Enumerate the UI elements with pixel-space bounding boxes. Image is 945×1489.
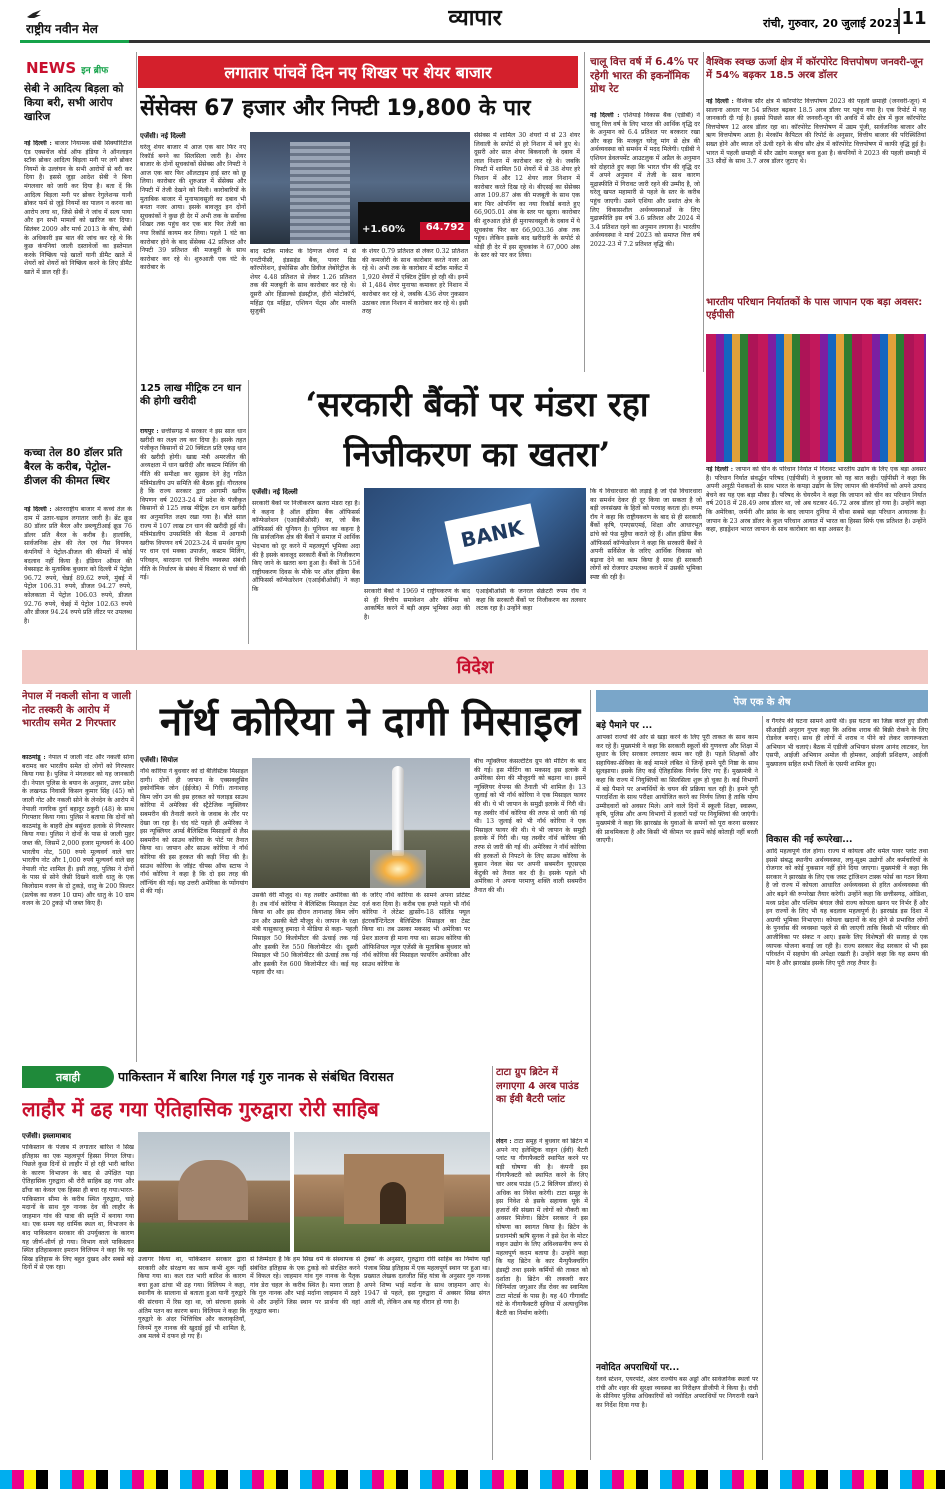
editorial-s1-body: आपको राज्यों की ओर से खड़ा करने के लिए पूरी ताकत के साथ काम कर रहे हैं। मुख्यमंत्री ने कहा कि सरकारी स्कूलों की गुणवत्ता और शिक्षा में सुधार के लिए सरकार लगातार काम कर रही है। पहले शिक्षकों और सहायिका-सेविका के कई मामले लंबित थे जिन्हें हमने पूरी निष्ठा के साथ सुलझाया। इसके लिए कई ऐतिहासिक निर्णय लिए गए हैं। मुख्यमंत्री ने कहा कि राज्य में नियुक्तियों का सिलसिला शुरू हो चुका है। कई विभागों में बड़े पैमाने पर अभ्यर्थियों के चयन की प्रक्रिया चल रही है। हमने पूरी पारदर्शिता के साथ परीक्षा आयोजित करने का निर्णय लिया है ताकि योग्य उम्मीदवारों को अवसर मिले। आने वाले दिनों में स्कूली शिक्षा, स्वास्थ्य, कृषि, पुलिस और अन्य विभागों में हजारों पदों पर नियुक्तियां की जाएंगी। मुख्यमंत्री ने कहा कि झारखंड के युवाओं के सपनों को पूरा करना सरकार की प्राथमिकता है और किसी भी कीमत पर इसमें कोई कोताही नहीं बरती जाएगी। (596, 734, 758, 845)
nepal-text: नेपाल में जाली नोट और नकली सोना बरामद कर भारतीय समेत दो लोगों को गिरफ्तार किया गया है। पुलिस ने मंगलवार को यह जानकारी दी। नेपाल पुलिस के बयान के अनुसार, उत्तर प्रदेश के लखनऊ निवासी किसन कुमार सिंह (45) को जाली नोट और नकली सोने के लेनदेन के आरोप में नेपाली नागरिक दुर्गा बहादुर ठकुरी (48) के साथ गिरफ्तार किया गया। पुलिस ने बताया कि दोनों को काठमांडू के बाहरी क्षेत्र बसुंधरा इलाके से गिरफ्तार किया गया। पुलिस ने दोनों के पास से जाली मुहर जब्त की, जिसमें 2,000 हजार मूल्यवर्ग के 400 भारतीय नोट, 500 रुपये मूल्यवर्ग वाले चार भारतीय नोट और 1,000 रुपये मूल्यवर्ग वाले छह नेपाली नोट शामिल हैं। इसी तरह, पुलिस ने दोनों के पास से सोने जैसी दिखने वाली धातु के एक किलोग्राम वजन के दो टुकड़े, धातु के 200 फ़िल्टर (प्रत्येक का वजन 10 ग्राम) और धातु के 10 ग्राम वजन के 20 टुकड़े भी जब्त किए हैं। (22, 754, 134, 908)
brief-lead-1: नई दिल्ली : (24, 140, 55, 147)
pakistan-agency: एजेंसी। इस्लामाबाद (22, 1132, 71, 1140)
paddy-lead: रायपुर : (140, 428, 162, 435)
sensex-agency: एजेंसी। नई दिल्ली (140, 132, 186, 140)
editorial-s2-head: नवोदित अपराधियों पर... (596, 1363, 680, 1373)
missile-icon (392, 766, 404, 856)
brief-headline-2: कच्चा तेल 80 डॉलर प्रति बैरल के करीब, पेट्रोल-डीजल की कीमत स्थिर (24, 447, 123, 487)
ruin-arch-icon (178, 1160, 248, 1220)
column-rule (136, 52, 137, 684)
pakistan-col-1: पाकिस्तान के पंजाब में लगातार बारिश ने सिख इतिहास का एक महत्वपूर्ण हिस्सा निगल लिया। पिछले कुछ दिनों से लाहौर में हो रही भारी बारिश के कारण विभाजन के बाद से उपेक्षित पड़ा ऐतिहासिक गुरुद्वारा श्री रोरी साहिब ढह गया और ढाँचा का केवल एक हिस्सा ही बचा रह गया।भारत-पाकिस्तान सीमा के करीब स्थित गुरुद्वारा, चाहे मदानों के साथ गुरु नानक देव की लाहौर के जाहमान गांव की यात्रा की स्मृति में बनाया गया था। एक समय यह धार्मिक स्थल था, विभाजन के बाद पाकिस्तान सरकार की उपर्युक्तता के कारण यह जीर्ण-शीर्ण हो गया। विभाग वाले पाकिस्तान स्थित इतिहासकार इमरान विलियम ने कहा कि यह सिख इतिहास के लिए बहुत दुखद और सबसे बड़े दिनों में से एक रहा। (22, 1144, 134, 1272)
bank-sign-icon: BANK (444, 503, 539, 564)
masthead (0, 0, 945, 46)
dateline: रांची, गुरुवार, 20 जुलाई 2023 (763, 17, 900, 30)
tata-headline: टाटा ग्रुप ब्रिटेन में लगाएगा 4 अरब पाउंड का ईवी बैटरी प्लांट (496, 1067, 579, 1105)
korea-headline: नॉर्थ कोरिया ने दागी मिसाइल (159, 698, 581, 745)
tata-body (496, 1138, 588, 1460)
nepal-body (22, 754, 134, 1062)
videsh-banner (22, 650, 928, 684)
news-brief-logo-a: NEWS (26, 59, 77, 77)
news-brief-logo (26, 58, 130, 80)
pakistan-col-2: उजागर किया था, पाकिस्तान सरकार द्वारा सरकारी और संरक्षण का काम कभी शुरू नहीं किया गया था। कल रात भारी बारिश के कारण बचा हुआ ढांचा भी ढह गया। विलियम ने कहा, स्थानीय के सालाना से बताता हुआ यानी गुरुद्वारे की संरचना में रिस रहा था, जो संरचना इसके अंतिम पतन का कारण बना। विलियम ने कहा कि गुरुद्वारे के अंदर भित्तिचित्र और कलाकृतियाँ, जिनमें गुरु नानक की खुदाई हुई भी शामिल है, अब मलबे में दफन हो गए हैं। (138, 1256, 246, 1341)
banks-col-1: सरकारी बैंकों पर निजीकरण खतरा मंडरा रहा है। ये कहना है ऑल इंडिया बैंक ऑफिसर्स कॉन्फेडरेशन (एआईबीओसी) का, जो बैंक ऑफिसर्स की यूनियन है। यूनियन का कहना है कि सार्वजनिक क्षेत्र की बैंकों ने समाज में आर्थिक भेदभाव को दूर करने में महत्वपूर्ण भूमिका अदा की है इसके बावजूद सरकारी बैंकों के निजीकरण किए जाने के खतरा बना हुआ है। बैंकों के 55वें राष्ट्रीयकरण दिवस के मौके पर ऑल इंडिया बैंक ऑफिसर्स कॉन्फेडरेशन (एआईबीओसी) ने कहा कि (252, 500, 360, 593)
masthead-rule (20, 40, 930, 43)
banks-headline: ‘सरकारी बैंकों पर मंडरा रहा निजीकरण का खतरा’ (305, 385, 649, 475)
paper-name: राष्ट्रीय नवीन मेल (26, 22, 98, 36)
editorial-s4-head: विकास की नई रूपरेखा... (766, 835, 853, 845)
column-rule (762, 716, 763, 1460)
missile-photo (252, 758, 470, 888)
sensex-col-4: सेंसेक्स में शामिल 30 शेयरों में से 23 शेयर लिवाली के सपोर्ट से हरे निशान में बने हुए थे। दूसरी ओर सात शेयर बिकवाली के दबाव में लाल निशान में कारोबार कर रहे थे। जबकि निफ्टी में शामिल 50 शेयरों में से 38 शेयर हरे निशान में और 12 शेयर लाल निशान में कारोबार करते दिख रहे थे। बीएसई का सेंसेक्स आज 109.87 अंक की मजबूती के साथ एक बार फिर ओपनिंग का नया रिकॉर्ड बनाते हुए 66,905.01 अंक के स्तर पर खुला। कारोबार की शुरुआत होते ही मुनाफावसूली के दबाव में ये सूचकांक फिर कर 66,903.36 अंक तक पहुंच। लेकिन इसके बाद खरीदारी के सपोर्ट से थोड़ी ही देर में इस सूचकांक ने 67,000 अंक के स्तर को पार कर लिया। (474, 132, 580, 260)
nepal-headline: नेपाल में नकली सोना व जाली नोट तस्करी के आरोप में भारतीय समेत 2 गिरफ्तार (22, 691, 132, 729)
sensex-col-3: के शेयर 0.79 प्रतिशत से लेकर 0.32 प्रतिशत की कमजोरी के साथ कारोबार करते नजर आ रहे थे। अभी तक के कारोबार में स्टॉक मार्केट में 1,920 शेयरों में एक्टिव ट्रेडिंग हो रही थी। इनमें से 1,484 शेयर मुनाफा कमाकर हरे निशान में कारोबार कर रहे थे, जबकि 436 शेयर नुकसान उठाकर लाल निशान में कारोबार कर रहे थे। इसी तरह (362, 248, 468, 316)
sensex-photo (250, 132, 470, 244)
tata-lead: लंदन : (496, 1138, 515, 1145)
ticker-tag-1: +1.60% (362, 224, 406, 235)
market-banner: लगातार पांचवें दिन नए शिखर पर शेयर बाजार (138, 56, 578, 88)
news-brief-logo-b: इन ब्रीफ (81, 66, 109, 76)
page-number: 11 (898, 8, 928, 34)
fiscal-body (590, 112, 700, 374)
tata-text: टाटा समूह ने बुधवार को ब्रिटेन में अपने नए इलेक्ट्रिक वाहन (ईवी) बैटरी प्लांट या गीगाफैक्टरी स्थापित करने पर बड़ी घोषणा की है। कंपनी इस गीगाफैक्टरी को स्थापित करने के लिए चार अरब पाउंड (5.2 बिलियन डॉलर) से अधिक का निवेश करेगी। टाटा समूह के इस निवेश से इसके सहायक यूके में हजारों की संख्या में लोगों को नौकरी का अवसर मिलेगा। ब्रिटेन सरकार ने इस घोषणा का स्वागत किया है। ब्रिटेन के प्रधानमंत्री ऋषि सुनक ने इसे देश के मोटर वाहन उद्योग के लिए अविश्वसनीय रूप से महत्वपूर्ण कदम बताया है। उन्होंने कहा कि यह ब्रिटेन के कार मैन्युफैक्चरिंग इंडस्ट्री तथा इसके कर्मियों की ताकत को दर्शाता है। ब्रिटेन की लक्जरी कार विनिर्माता जगुआर लैंड रोवर का स्वामित्व टाटा मोटर्स के पास है। यह 40 गीगावॉट घंटे के गीगाफैक्टरी सुविधा में अत्याधुनिक बैटरी का निर्माण करेगी। (496, 1138, 588, 1317)
export-text: जापान को चीन के परिधान निर्यात में गिरावट भारतीय उद्योग के लिए एक बड़ा अवसर है। परिधान निर्यात संवर्द्धन परिषद (एईपीसी) ने बुधवार को यह बात कही। एईपीसी ने कहा कि अपनी अनूठी पेशकशों के साथ भारत के कपड़ा उद्योग के लिए जापान की कंपनियों को अपने उत्पाद बेचने का यह एक बड़ा मौका है। परिषद के चेयरमैन ने कहा कि जापान को चीन का परिधान निर्यात वर्ष 2018 में 28.49 अरब डॉलर था, जो अब घटकर 46.72 अरब डॉलर हो गया है। उन्होंने कहा कि अमेरिका, जर्मनी और फ्रांस के बाद जापान दुनिया में चौथा सबसे बड़ा परिधान आयातक है। जापान के 23 अरब डॉलर के कुल परिधान आयात में भारत का हिस्सा सिर्फ एक प्रतिशत है। उन्होंने कहा, हाइड्रेशन भारत जापान के साथ कारोबार का बड़ा अवसर है। (706, 466, 926, 534)
editorial-s4-body: आदि महत्वपूर्ण रोल होगा। राज्य में कोयला और थर्मल पावर प्लांट तथा इससे संबद्ध स्थानीय अर्थव्यवस्था, लघु-सूक्ष्म उद्योगों और कर्मचारियों के रोजगार को कोई नुकसान नहीं होने दिया जाएगा। मुख्यमंत्री ने कहा कि सरकार ने झारखंड के लिए एक जस्ट ट्रांजिशन टास्क फोर्स का गठन किया है जो राज्य में कोयला आधारित अर्थव्यवस्था से हरित अर्थव्यवस्था की ओर बढ़ने की रूपरेखा तैयार करेगी। उन्होंने कहा कि छत्तीसगढ़, ओडिशा, मध्य प्रदेश और पश्चिम बंगाल जैसे राज्य कोयला खनन पर निर्भर हैं और इन राज्यों के लिए भी यह बदलाव महत्वपूर्ण है। झारखंड इस दिशा में अग्रणी भूमिका निभाएगा। कोयला खदानों के बंद होने से प्रभावित लोगों के पुनर्वास की व्यवस्था पहले से की जाएगी ताकि किसी भी परिवार की आजीविका पर संकट न आए। इसके लिए विशेषज्ञों की सलाह से एक व्यापक योजना बनाई जा रही है। राज्य सरकार केंद्र सरकार से भी इस परिवर्तन में सहयोग की अपेक्षा रखती है। उन्होंने कहा कि यह समय की मांग है और झारखंड इसके लिए पूरी तरह तैयार है। (766, 848, 928, 967)
brief-text-2: अंतरराष्ट्रीय बाजार में कच्चे तेल के दाम में उतार-चढ़ाव लगातार जारी है। ब्रेंट क्रूड 80 डॉलर प्रति बैरल और डब्ल्यूटीआई क्रूड 76 डॉलर प्रति बैरल के करीब है। हालांकि, सार्वजनिक क्षेत्र की तेल एवं गैस विपणन कंपनियों ने पेट्रोल-डीजल की कीमतों में कोई बदलाव नहीं किया है। इंडियन ऑयल की वेबसाइट के मुताबिक बुधवार को दिल्ली में पेट्रोल 96.72 रुपये, चेन्नई 89.62 रुपये, मुंबई में पेट्रोल 106.31 रुपये, डीजल 94.27 रुपये, कोलकाता में पेट्रोल 106.03 रुपये, डीजल 92.76 रुपये, चेन्नई में पेट्रोल 102.63 रुपये और डीजल 94.24 रुपये प्रति लीटर पर उपलब्ध है। (24, 506, 132, 625)
brief-headline-1: सेबी ने आदित्य बिड़ला को किया बरी, सभी आरोप खारिज (24, 83, 124, 123)
editorial-tag: पेज एक के शेष (596, 690, 928, 712)
banks-agency: एजेंसी। नई दिल्ली (252, 488, 298, 496)
gurdwara-photo-2 (294, 1132, 490, 1252)
renewable-lead: नई दिल्ली : (706, 98, 737, 105)
pakistan-col-3: से जिम्मेदार है कि हम सिख धर्म के संस्थापक से संबंधित इतिहास के एक टुकड़े को संरक्षित करने में विफल रहे। जाहमान गांव गुरु नानक के पैतृक गांव डेरा चहल के करीब स्थित है। माना जाता है कि गुरु नानक और भाई मर्दाना जाहमान में ठहरे थे और उन्होंने जिस स्थान पर प्रार्थना की वहां गुरुद्वारा बना। (250, 1256, 360, 1315)
brief-body-1 (24, 140, 132, 444)
pakistan-tag: तबाही (22, 1066, 114, 1088)
export-lead: नई दिल्ली : (706, 466, 736, 473)
korea-col-3: के जरिए नॉर्थ कोरिया के सामने अपना प्रोटेस्ट दर्ज करा दिया है। करीब एक हफ्ते पहले भी नॉर्थ कोरिया ने लेटेस्ट ह्वासोंग-18 सॉलिड फ्यूल इंटरकॉन्टिनेंटल बैलिस्टिक मिसाइल का टेस्ट किया था। तब उसका मकसद भी अमेरिका पर प्रेशर डालना ही माना गया था। साउथ कोरिया की ऑफिशियल न्यूज एजेंसी के मुताबिक बुधवार को नॉर्थ कोरिया की मिसाइल फायरिंग अमेरिका और साउथ कोरिया के (362, 892, 470, 968)
editorial-s1-head: बड़े पैमाने पर ... (596, 721, 653, 731)
editorial-s3-body: व गैंगरेप की घटना सामने आयी थी। इस घटना का जिक्र करते हुए डीजी सीआईडी अनुराग गुप्ता कहा कि अधिक शराब की बिक्री रोकने के लिए रोडवेज बनाएं। साथ ही लोगों में शराब न पीने को लेकर जागरूकता अभियान भी चलाएं। बैठक में एडीजी अभियान संजय आनंद लाटकर, रेल एसपी, आईजी अभियान अमोल वी होमकर, आईजी प्रशिक्षण, आईजी मुख्यालय सहित सभी जिलों के एसपी शामिल हुए। (766, 718, 928, 768)
brief-lead-2: नई दिल्ली : (24, 506, 55, 513)
column-rule (248, 380, 249, 644)
korea-agency: एजेंसी। सियोल (140, 756, 178, 764)
building-icon (290, 142, 350, 244)
bank-photo (364, 488, 586, 584)
news-in-brief (22, 52, 134, 684)
pakistan-col-4: ट्रेक्स' के अनुसार, गुरुद्वारा रोरी साहिब का निर्माण यहाँ पंजाब सिख इतिहास में एक महत्वपूर्ण स्थान पर हुआ था। प्रख्यात लेखक दलजीत सिंह यांत्रा के अनुसार गुरु नानक अपने शिष्य भाई मर्दाना के साथ जाहमान आए थे। 1947 से पहले, इस गुरुद्वारा में अक्सर सिख संगत आती थी, लेकिन अब यह वीरान हो गया है। (364, 1256, 490, 1306)
bird-logo-icon (26, 6, 42, 18)
column-rule (136, 690, 137, 1062)
banks-col-2: सरकारी बैंकों ने 1969 में राष्ट्रीयकरण के बाद से ही वित्तीय समावेशन और सेविंग्स को आकर्षित करने में बड़ी अहम भूमिका अदा की है। (364, 588, 470, 621)
paddy-headline: 125 लाख मीट्रिक टन धान की होगी खरीदी (140, 383, 242, 407)
fiscal-lead: नई दिल्ली : (590, 112, 624, 119)
pakistan-kicker: पाकिस्तान में बारिश निगल गई गुरु नानक से संबंधित विरासत (118, 1069, 394, 1084)
korea-col-1: नॉर्थ कोरिया ने बुधवार को दो बैलिस्टिक मिसाइल दागी। दोनों ही जापान के एक्सक्लूसिव इकोनॉमिक जोन (ईईजेड) में गिरीं। तानाशाह किम जोंग उन की इस हरकत को यलाइड साउथ कोरिया में अमेरिका की स्ट्रैटेजिक न्यूक्लियर सबमरीन की तैनाती करने के जवाब के तौर पर देखा जा रहा है। चंद घंटे पहले ही अमेरिका ने इस न्यूक्लियर आर्म्ड बैलिस्टिक मिसाइलों से लैस सबमरीन को साउथ कोरिया के पोर्ट पर तैनात किया था। जापान और साउथ कोरिया ने नॉर्थ कोरिया की इस हरकत की कड़ी निंदा की है। साउथ कोरिया के जॉइंट चीफ्स ऑफ स्टाफ ने नॉर्थ कोरिया ने कहा है कि दो इस तरह की लॉन्चिंग की गई। यह उत्तरी अमेरिका के प्योंगयांग से की गई। (140, 768, 248, 896)
gurdwara-photo-1 (138, 1132, 290, 1252)
paddy-body (140, 428, 246, 644)
renewable-headline: वैश्विक स्वच्छ ऊर्जा क्षेत्र में कॉरपोरेट वित्तपोषण जनवरी-जून में 54% बढ़कर 18.5 अरब डॉलर (706, 57, 924, 81)
sensex-col-2: बाद स्टॉक मार्केट के दिग्गज शेयरों में से एनटीपीसी, इंडसइंड बैंक, पावर ग्रिड कॉरपोरेशन, इंफोसिस और डिवीज लेबोरेट्रीज के शेयर 4.48 प्रतिशत से लेकर 1.26 प्रतिशत तक की मजबूती के साथ कारोबार कर रहे थे। दूसरी ओर हिंडाल्को इंडस्ट्रीज, हीरो मोटोकॉर्प, महिंद्रा एंड महिंद्रा, एशियन पेंट्स और मारुति सुजुकी (250, 248, 356, 316)
registration-bar (0, 1470, 945, 1489)
paddy-text: छत्तीसगढ़ में सरकार ने इस साल धान खरीदी का लक्ष्य तय कर दिया है। इसके तहत पंजीकृत किसानों से 20 क्विंटल प्रति एकड़ धान की खरीदी होगी। खाद्य मंत्री अमरजीत की अध्यक्षता में धान खरीदी और कस्टम मिलिंग की नीति की समीक्षा कर सुझाव देने हेतु गठित मंत्रिमंडलीय उप समिति की बैठक हुई। गौरतलब है कि राज्य सरकार द्वारा आगामी खरीफ विपणन वर्ष 2023-24 में प्रदेश के पंजीकृत किसानों से 125 लाख मीट्रिक टन धान खरीदी का अनुमानित लक्ष्य रखा गया है। बीते साल राज्य में 107 लाख टन धान की खरीदी हुई थी। मंत्रिमंडलीय उपसमिति की बैठक में आगामी खरीफ विपणन वर्ष 2023-24 में समर्थन मूल्य पर धान एवं मक्का उपार्जन, कस्टम मिलिंग, परिवहन, बारदाना एवं वित्तीय व्यवस्था संबंधी नीति के निर्धारण के संबंध में विस्तार से चर्चा की गई। (140, 428, 246, 582)
renewable-text: वैश्विक सौर क्षेत्र में कॉरपोरेट वित्तपोषण 2023 की पहली छमाही (जनवरी-जून) में सालाना आधार पर 54 प्रतिशत बढ़कर 18.5 अरब डॉलर पर पहुंच गया है। एक रिपोर्ट में यह जानकारी दी गई है। इससे पिछले साल की जनवरी-जून की अवधि में सौर क्षेत्र में कुल कॉरपोरेट वित्तपोषण 12 अरब डॉलर रहा था। कॉरपोरेट वित्तपोषण में उद्यम पूंजी, सार्वजनिक बाजार और ऋण वित्तपोषण आता है। मेरकॉम कैपिटल की रिपोर्ट के अनुसार, वित्तीय बाजार की परिस्थितियां सख्त होने और ब्याज दरें ऊंची रहने के बीच सौर क्षेत्र में कॉरपोरेट वित्तपोषण में काफी वृद्धि हुई है। भारत में पहली छमाही में सौर उद्योग मजबूत बना हुआ है। कंपनियों ने 2023 की पहली छमाही में 33 सौदों के साथ 3.7 अरब डॉलर जुटाए थे। (706, 98, 926, 166)
column-rule (584, 52, 585, 372)
nepal-lead: काठमांडू : (22, 754, 49, 761)
export-headline: भारतीय परिधान निर्यातकों के पास जापान एक बड़ा अवसर: एईपीसी (706, 297, 923, 321)
ticker-board (358, 202, 470, 244)
sensex-headline: सेंसेक्स 67 हजार और निफ्टी 19,800 के पार (140, 96, 531, 121)
pakistan-headline: लाहौर में ढह गया ऐतिहासिक गुरुद्वारा रोरी साहिब (22, 1097, 379, 1121)
videsh-label: विदेश (456, 657, 494, 678)
banks-col-4: कि ये विचारधारा की लड़ाई है जो ऐसे विचारधारा का समर्थन देकर ही दूर किया जा सकता है जो बड़ी जनसंख्या के हितों को परवाह करता हो। रुपम रॉय ने कहा कि राष्ट्रीयकरण के बाद से ही सरकारी बैंकों कृषि, एमएसएमई, शिक्षा और आधारभूत ढांचे को फंड मुहैया कराते रहे हैं। ऑल इंडिया बैंक ऑफिसर्स कॉन्फेडरेशन ने कहा कि सरकारी बैंकों ने अपनी सर्विसेज के जरिए आर्थिक विकास को बढ़ावा देने का काम किया है साथ ही सरकारी लोगों को रोजगार उपलब्ध कराने में उसकी भूमिका स्पष्ट की रही है। (590, 488, 702, 581)
sensex-col-1: घरेलू शेयर बाजार में आज एक बार फिर नए रिकॉर्ड बनने का सिलसिला जारी है। शेयर बाजार के दोनों सूचकांकों सेंसेक्स और निफ्टी ने आज एक बार फिर ऑलटाइम हाई स्तर को छू लिया। कारोबार की शुरुआत में सेंसेक्स और निफ्टी में तेजी देखने को मिली। कारोबारियों के मुताबिक बाजार में मुनाफावसूली का दबाव भी बनता नजर आया। इसके बावजूद इन दोनों सूचकांकों ने कुछ ही देर में अभी तक के सर्वोच्च शिखर तक पहुंच कर एक बार फिर तेजी का नया रिकॉर्ड कायम कर लिया। पहले 1 घंटे का कारोबार होने के बाद सेंसेक्स 42 प्रतिशत और निफ्टी 39 प्रतिशत की मजबूती के साथ कारोबार कर रहे थे। शुरुआती एक घंटे के कारोबार के (140, 144, 246, 272)
export-body (706, 466, 926, 644)
ticker-tag-2: 64.792 (420, 222, 470, 240)
clothes-photo (706, 334, 926, 462)
column-rule (703, 52, 704, 372)
section-name: व्यापार (448, 6, 502, 31)
editorial-s2-body: रेलवे स्टेशन, एयरपोर्ट, अंतर राज्यीय बस अड्डों और सार्वजनिक स्थलों पर रांची और शहर की सुरक्षा व्यवस्था का निरीक्षण डीजीपी ने किया है। रांची के सीनियर पुलिस अधिकारियों को नवोदित अपराधियों पर निगरानी रखने का निर्देश दिया गया है। (596, 1376, 758, 1409)
fiscal-text: एशियाई विकास बैंक (एडीबी) ने चालू वित्त वर्ष के लिए भारत की आर्थिक वृद्धि दर के अनुमान को 6.4 प्रतिशत पर बरकरार रखा और कहा कि मजबूत घरेलू मांग से क्षेत्र की अर्थव्यवस्था को समर्थन में मदद मिलेगी। एडीबी ने एशियन डेवलपमेंट आउटलुक में अप्रैल के अनुमान को दोहराते हुए कहा कि भारत चीन की वृद्धि दर में अपने अनुमान में तेजी के साथ कारण मुद्रास्फीति में गिरावट जारी रहने की उम्मीद है, जो घरेलू खपत महामारी से पहले के स्तर के करीब पहुंच जाएगी। उसने एशिया और प्रशांत क्षेत्र के लिए विकासशील अर्थव्यवस्थाओं के लिए मुद्रास्फीति इस वर्ष 3.6 प्रतिशत और 2024 में 3.4 प्रतिशत रहने का अनुमान लगाया है। भारतीय अर्थव्यवस्था ने मार्च 2023 को समाप्त वित्त वर्ष 2022-23 में 7.2 प्रतिशत वृद्धि की। (590, 112, 700, 248)
column-rule (492, 1066, 493, 1460)
korea-col-2: उसकी वेरी मौजूद थे। यह तस्वीर अमेरिका की है। तब नॉर्थ कोरिया ने बैलिस्टिक मिसाइल टेस्ट किया था और इस दौरान तानाशाह किम जोंग उन और उसकी बेटी मौजूद थे। जापान के रक्षा मंत्री यासुकाजु हमादा ने मीडिया से कहा- पहली मिसाइल 50 किलोमीटर की ऊंचाई तक गई और इसकी रेंज 550 किलोमीटर थी। दूसरी मिसाइल भी 50 किलोमीटर की ऊंचाई तक गई और इसकी रेंज 600 किलोमीटर थी। कई यह पहला दौर था। (252, 892, 358, 977)
brief-text-1: बाजार नियामक सेबी सिक्योरिटीज एंड एक्सचेंज बोर्ड ऑफ इंडिया ने ऑनलाइन स्टॉक ब्रोकर आदित्य बिड़ला मनी पर लगे ब्रोकर नियमों के उल्लंघन के सभी आरोपों से बरी कर दिया है। इससे जुड़ा आदेश सेबी ने बिना मंगलवार को जारी कर दिया है। बता दें कि आदित्य बिड़ला मनी पर ब्रोकर रेगुलेशन्स यानी ब्रोकर फर्म से जुड़े नियमों का पालन न करना का आरोप लगा था, जिसे सेबी ने जांच में सत्य पाया और इन सभी मामलों को खारिज कर दिया। सितंबर 2009 और मार्च 2013 के बीच, सेबी के अधिकारी इस बात की जांच कर रहे थे कि कुछ कंपनियां जाली दस्तावेजों का इस्तेमाल करके निष्क्रिय पड़े खातों यानी डीमैट खाते में शेयरों को शेयरों को निष्क्रिय करने के लिए डीमैट खाते में डाल रही हैं। (24, 140, 132, 276)
fiscal-headline: चालू वित्त वर्ष में 6.4% पर रहेगी भारत की इकनॉमिक ग्रोथ रेट (590, 56, 699, 95)
renewable-body (706, 98, 926, 292)
exhaust-plume (370, 850, 426, 888)
ruin-door-icon (380, 1182, 406, 1224)
korea-col-4: बीच न्यूक्लियर कंसल्टेटिव ग्रुप की मीटिंग के बाद की गई। इस मीटिंग का मकसद इस इलाके में अमेरिका सेना की मौजूदगी को बढ़ाना था। इसमें न्यूक्लियर वेपन्स की तैनाती भी शामिल है। 13 जुलाई को भी नॉर्थ कोरिया ने एक मिसाइल फायर की थी। ये भी जापान के समुद्री इलाके में गिरी थी। यह तस्वीर नॉर्थ कोरिया की तरफ से जारी की गई थी। 13 जुलाई को भी नॉर्थ कोरिया ने एक मिसाइल फायर की थी। ये भी जापान के समुद्री इलाके में गिरी थी। यह तस्वीर नॉर्थ कोरिया की तरफ से जारी की गई थी। अमेरिका ने नॉर्थ कोरिया की हरकतों से निपटने के लिए साउथ कोरिया के बुसान नेवल बेस पर अपनी सबमरीन यूएसएस केंटुकी को तैनात कर दी है। इसके पहले भी अमेरिका ने अपना परमाणु शक्ति वाली सबमरीन तैनात की थी। (474, 758, 586, 894)
column-rule (590, 690, 591, 1460)
banks-col-3: एआईबीओसी के जनरल सेक्रेटरी रुपम रॉय ने कहा कि सरकारी बैंकों पर निजीकरण का तलवार लटक रहा है। उन्होंने कहा (476, 588, 586, 613)
